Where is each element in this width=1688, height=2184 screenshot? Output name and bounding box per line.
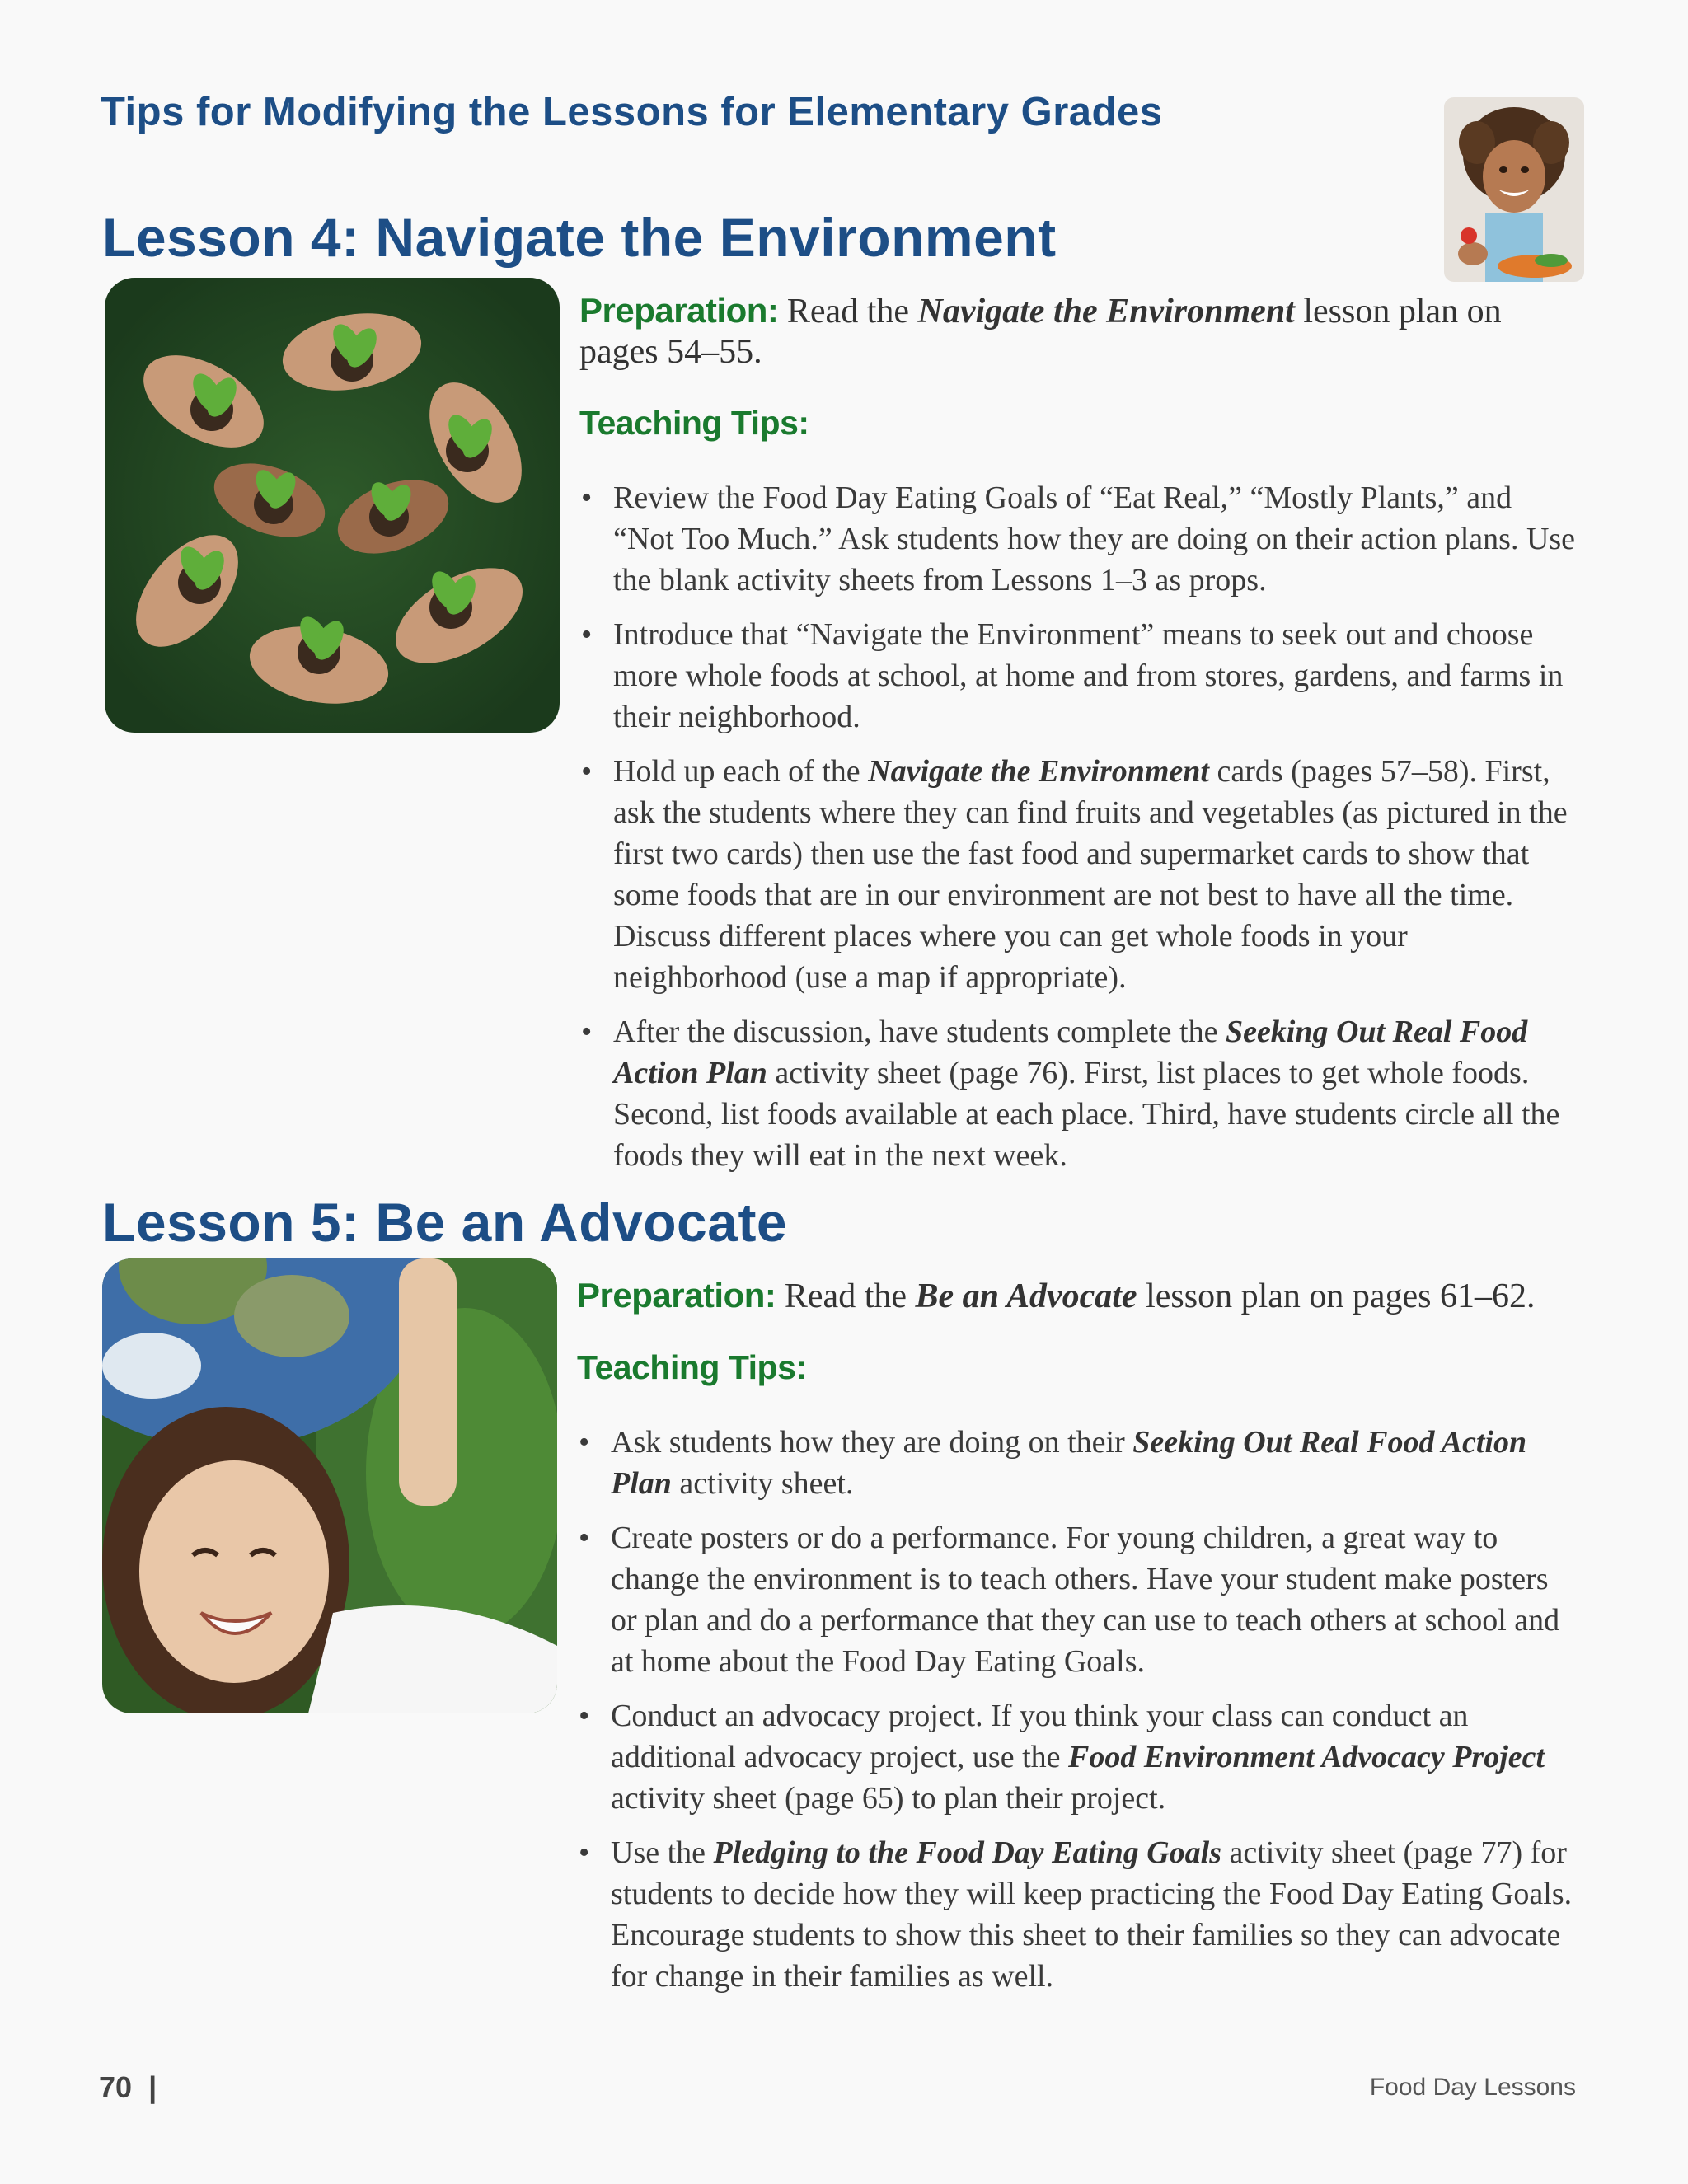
preparation-lesson-name: Navigate the Environment <box>917 293 1295 330</box>
teaching-tip-item <box>579 477 1577 601</box>
tip-text: activity sheet (page 77) for students to decide how they will keep practicing the Food Day Eating Goals. Encourage students to show this sheet to their families so they can advocate for change in their families as well. <box>611 1835 1573 1994</box>
tip-text: After the discussion, have students complete the <box>613 1015 1226 1049</box>
tip-text: Conduct an advocacy project. If you think your class can conduct an additional advocacy project, use the <box>611 1699 1469 1774</box>
tip-emphasis: Seeking Out Real Food Action Plan <box>613 1015 1528 1090</box>
tip-text: Create posters or do a performance. For young children, a great way to change the environment is to teach others. Have your student make posters or plan and do a performance that they can use to teach others at school and at home about the Food Day Eating Goals. <box>611 1521 1560 1679</box>
lesson-5-title: Lesson 5: Be an Advocate <box>102 1192 788 1253</box>
tip-emphasis: Seeking Out Real Food Action Plan <box>611 1425 1527 1501</box>
tip-emphasis: Navigate the Environment <box>868 754 1209 789</box>
preparation-before: Read the <box>786 293 909 330</box>
tip-text: activity sheet. <box>671 1466 854 1501</box>
tip-text: Introduce that “Navigate the Environment” means to seek out and choose more whole foods at school, at home and from stores, gardens, and farms in their neighborhood. <box>613 617 1564 734</box>
girl-holding-globe-photo <box>102 1258 557 1713</box>
preparation-before: Read the <box>784 1277 907 1315</box>
lesson-5-content <box>577 1275 1574 2010</box>
tip-text: activity sheet (page 65) to plan their project. <box>611 1781 1166 1816</box>
girl-holding-globe-image <box>102 1258 557 1713</box>
preparation-after: lesson plan on pages 61–62. <box>1146 1277 1536 1315</box>
teaching-tip-item <box>577 1517 1574 1682</box>
preparation-after: lesson plan on pages 54–55. <box>579 293 1502 371</box>
lesson-4-title: Lesson 4: Navigate the Environment <box>102 207 1057 268</box>
lesson-5-preparation <box>577 1275 1574 1317</box>
teaching-tip-item <box>579 614 1577 738</box>
page-header-title: Tips for Modifying the Lessons for Elementary Grades <box>101 90 1163 134</box>
lesson-4-content <box>579 290 1577 1189</box>
hands-holding-seedlings-image <box>105 278 560 733</box>
lesson-4-tips-list <box>579 477 1577 1176</box>
lesson-5-teaching-tips-heading: Teaching Tips: <box>577 1348 807 1386</box>
lesson-4-teaching-tips-heading: Teaching Tips: <box>579 404 809 442</box>
teaching-tip-item <box>577 1695 1574 1819</box>
tip-emphasis: Pledging to the Food Day Eating Goals <box>713 1835 1222 1870</box>
teaching-tip-item <box>579 751 1577 998</box>
tip-text: Use the <box>611 1835 714 1870</box>
tip-text: cards (pages 57–58). First, ask the students where they can find fruits and vegetables (as pictured in the first two cards) then use the fast food and supermarket cards to show that some foods that are in our environment are not best to have all the time. Discuss different places where you can get whole foods in your neighborhood (use a map if appropriate). <box>613 754 1568 995</box>
girl-with-vegetables-image <box>1444 97 1584 282</box>
publication-name: Food Day Lessons <box>1369 2074 1576 2101</box>
tip-text: Review the Food Day Eating Goals of “Eat Real,” “Mostly Plants,” and “Not Too Much.” Ask students how they are doing on their action plans. Use the blank activity sheets from Lessons 1–3 as props. <box>613 480 1576 598</box>
page-number-value: 70 <box>99 2070 133 2104</box>
lesson-4-preparation <box>579 290 1577 373</box>
lesson-5-tips-list <box>577 1422 1574 1997</box>
teaching-tip-item <box>577 1422 1574 1504</box>
tip-text: Ask students how they are doing on their <box>611 1425 1133 1460</box>
teaching-tip-item <box>579 1011 1577 1176</box>
page-number <box>99 2070 157 2105</box>
preparation-label: Preparation: <box>579 291 779 330</box>
tip-text: activity sheet (page 76). First, list places to get whole foods. Second, list foods available at each place. Third, have students circle all the foods they will eat in the next week. <box>613 1056 1560 1173</box>
page-number-separator: | <box>148 2070 157 2104</box>
tip-emphasis: Food Environment Advocacy Project <box>1068 1740 1545 1774</box>
preparation-label: Preparation: <box>577 1276 776 1315</box>
preparation-lesson-name: Be an Advocate <box>915 1277 1137 1315</box>
tip-text: Hold up each of the <box>613 754 869 789</box>
hands-holding-seedlings-photo <box>105 278 560 733</box>
teaching-tip-item <box>577 1832 1574 1997</box>
girl-with-vegetables-photo <box>1444 97 1584 282</box>
